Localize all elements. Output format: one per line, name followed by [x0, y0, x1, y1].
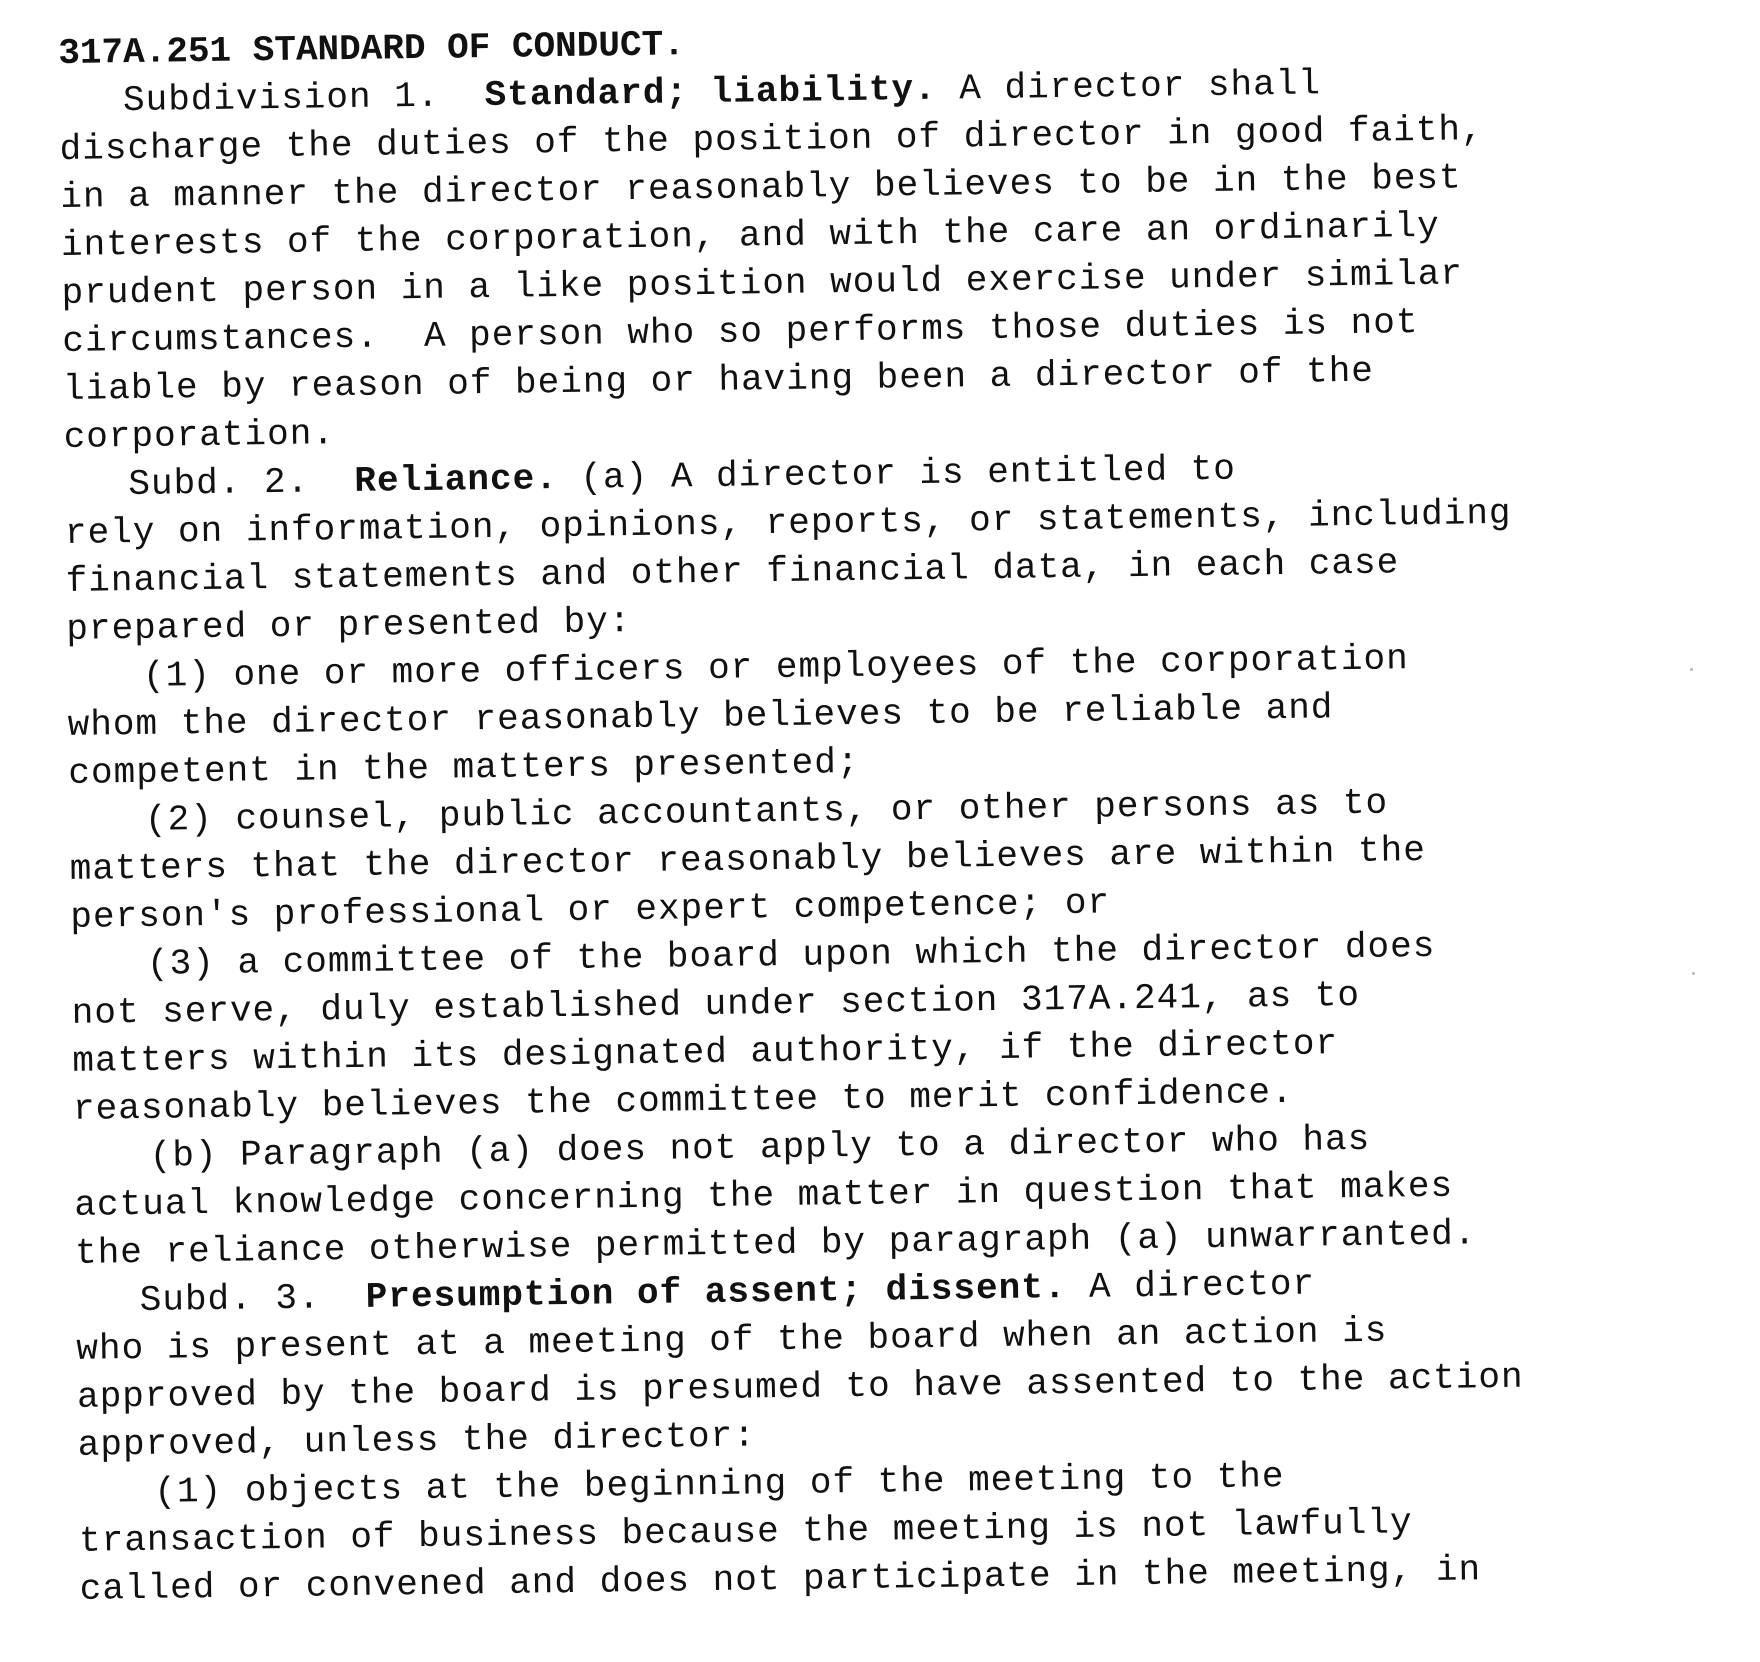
- subd2-item-3-line: matters within its designated authority, if the director: [72, 1023, 1339, 1082]
- subd2-line: financial statements and other financial data, in each case: [65, 542, 1400, 602]
- subd2-label: Subd. 2.: [128, 461, 310, 506]
- subd2-para-b-first: (b) Paragraph (a) does not apply to a director who has: [149, 1118, 1371, 1177]
- subd2-item-1-line: competent in the matters presented;: [68, 741, 860, 794]
- subd3-line: approved by the board is presumed to have assented to the action: [76, 1356, 1524, 1418]
- subd2-item-3-first: (3) a committee of the board upon which the director does: [146, 925, 1436, 985]
- subd2-para-b-line: the reliance otherwise permitted by paragraph (a) unwarranted.: [74, 1213, 1477, 1274]
- subd3-line: who is present at a meeting of the board when an action is: [76, 1310, 1388, 1370]
- subd2-para-b-line: actual knowledge concerning the matter in question that makes: [74, 1165, 1454, 1226]
- subd1-line: liable by reason of being or having been a director of the: [62, 350, 1375, 410]
- section-heading: 317A.251 STANDARD OF CONDUCT.: [58, 24, 686, 74]
- statute-text: [58, 7, 1760, 1614]
- subd2-item-2-line: matters that the director reasonably believes are within the: [69, 829, 1427, 890]
- subd1-line: prudent person in a like position would exercise under similar: [61, 253, 1464, 314]
- scan-speck: [1692, 972, 1695, 975]
- scan-speck: [1690, 668, 1693, 671]
- subd2-item-1-line: whom the director reasonably believes to be reliable and: [67, 687, 1334, 746]
- subd2-item-2-line: person's professional or expert competence; or: [70, 882, 1111, 938]
- subd3-first-text: A director: [1088, 1263, 1316, 1308]
- subd1-label: Subdivision 1.: [122, 75, 440, 122]
- subd2-item-2-first: (2) counsel, public accountants, or other persons as to: [144, 782, 1389, 841]
- subd3-line: approved, unless the director:: [77, 1415, 757, 1466]
- subd1-line: interests of the corporation, and with the care an ordinarily: [60, 205, 1440, 266]
- subd3-title: Presumption of assent; dissent.: [365, 1267, 1067, 1318]
- subd2-item-3-line: not serve, duly established under section 317A.241, as to: [71, 974, 1361, 1034]
- subd1-line: circumstances. A person who so performs those duties is not: [62, 302, 1419, 362]
- subd2-first-text: (a) A director is entitled to: [580, 448, 1237, 499]
- subd2-item-1-first: (1) one or more officers or employees of the corporation: [142, 638, 1409, 697]
- subd3-label: Subd. 3.: [139, 1277, 321, 1321]
- subd3-item-1-line: transaction of business because the meeting is not lawfully: [78, 1502, 1413, 1562]
- subd3-item-1-first: (1) objects at the beginning of the meeting to the: [154, 1456, 1285, 1513]
- subd2-item-3-line: reasonably believes the committee to merit confidence.: [72, 1071, 1294, 1130]
- subd2-line: rely on information, opinions, reports, or statements, including: [64, 492, 1512, 554]
- subd1-line: discharge the duties of the position of director in good faith,: [59, 109, 1484, 170]
- subd1-first-text: A director shall: [958, 63, 1322, 110]
- subd3-item-1-line: called or convened and does not participate in the meeting, in: [79, 1549, 1482, 1610]
- subd2-line: prepared or presented by:: [66, 601, 632, 650]
- subd2-title: Reliance.: [354, 458, 559, 502]
- subd1-title: Standard; liability.: [484, 68, 937, 117]
- scan-specks: [1640, 0, 1760, 1662]
- subd1-line: in a manner the director reasonably believes to be in the best: [60, 157, 1462, 218]
- subd1-line: corporation.: [63, 413, 336, 458]
